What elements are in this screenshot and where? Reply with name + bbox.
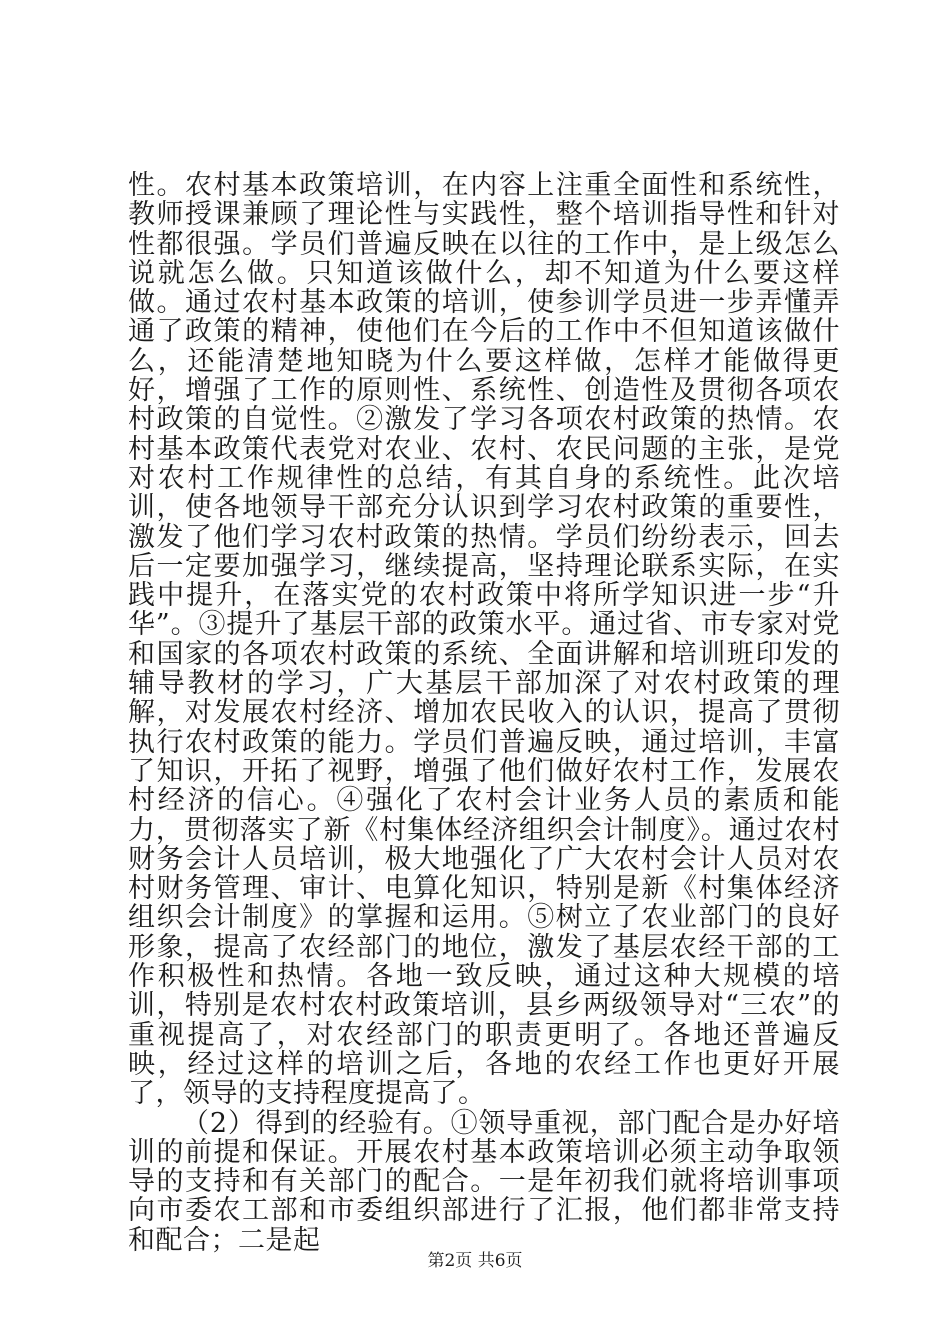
- page-number-footer: 第2页 共6页: [427, 1251, 523, 1271]
- paragraph-continuation: 性。农村基本政策培训，在内容上注重全面性和系统性，教师授课兼顾了理论性与实践性，整个培训指导性和针对性都很强。学员们普遍反映在以往的工作中，是上级怎么说就怎么做。只知道该做什么，却不知道为什么要这样做。通过农村基本政策的培训，使参训学员进一步弄懂弄通了政策的精神，使他们在今后的工作中不但知道该做什么，还能清楚地知晓为什么要这样做，怎样才能做得更好，增强了工作的原则性、系统性、创造性及贯彻各项农村政策的自觉性。②激发了学习各项农村政策的热情。农村基本政策代表党对农业、农村、农民问题的主张，是党对农村工作规律性的总结，有其自身的系统性。此次培训，使各地领导干部充分认识到学习农村政策的重要性，激发了他们学习农村政策的热情。学员们纷纷表示，回去后一定要加强学习，继续提高，坚持理论联系实际，在实践中提升，在落实党的农村政策中将所学知识进一步“升华”。③提升了基层干部的政策水平。通过省、市专家对党和国家的各项农村政策的系统、全面讲解和培训班印发的辅导教材的学习，广大基层干部加深了对农村政策的理解，对发展农村经济、增加农民收入的认识，提高了贯彻执行农村政策的能力。学员们普遍反映，通过培训，丰富了知识，开拓了视野，增强了他们做好农村工作，发展农村经济的信心。④强化了农村会计业务人员的素质和能力，贯彻落实了新《村集体经济组织会计制度》。通过农村财务会计人员培训，极大地强化了广大农村会计人员对农村财务管理、审计、电算化知识，特别是新《村集体经济组织会计制度》的掌握和运用。⑤树立了农业部门的良好形象，提高了农经部门的地位，激发了基层农经干部的工作积极性和热情。各地一致反映，通过这种大规模的培训，特别是农村农村政策培训，县乡两级领导对“三农”的重视提高了，对农经部门的职责更明了。各地还普遍反映，经过这样的培训之后，各地的农经工作也更好开展了，领导的支持程度提高了。: [128, 170, 840, 1110]
- document-body: [128, 171, 840, 1255]
- paragraph-experience: （2）得到的经验有。①领导重视，部门配合是办好培训的前提和保证。开展农村基本政策培训必须主动争取领导的支持和有关部门的配合。一是年初我们就将培训事项向市委农工部和市委组织部进行了汇报，他们都非常支持和配合；二是起: [128, 1107, 840, 1256]
